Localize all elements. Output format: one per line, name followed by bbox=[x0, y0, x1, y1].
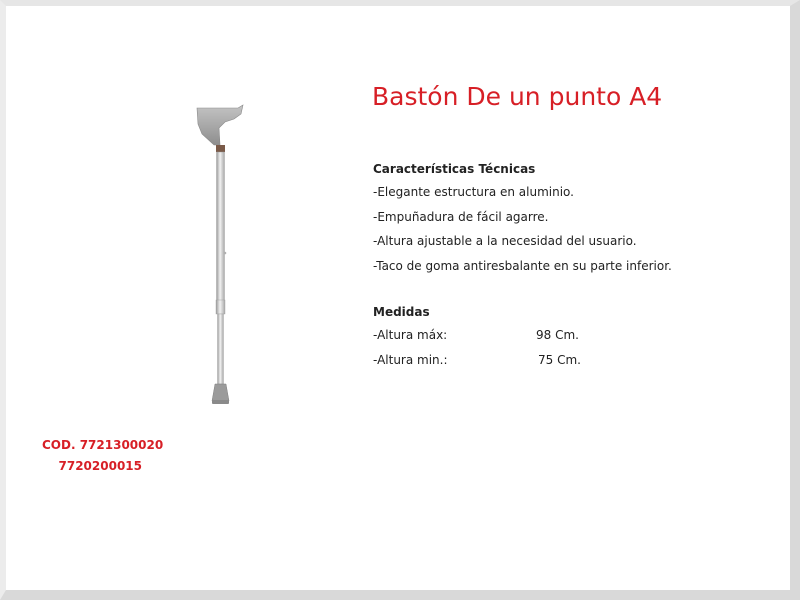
characteristic-item: -Taco de goma antiresbalante en su parte inferior. bbox=[373, 258, 672, 273]
characteristic-item: -Altura ajustable a la necesidad del usuario. bbox=[373, 234, 637, 248]
measure-row-max bbox=[373, 323, 773, 348]
measures-heading: Medidas bbox=[373, 305, 430, 319]
product-title: Bastón De un punto A4 bbox=[372, 82, 663, 111]
measure-value: 98 Cm. bbox=[536, 328, 579, 342]
cane-image bbox=[186, 102, 256, 412]
specifications bbox=[373, 158, 773, 372]
characteristic-item: -Empuñadura de fácil agarre. bbox=[373, 209, 549, 224]
measure-label: -Altura min.: bbox=[373, 352, 448, 367]
measure-value: 75 Cm. bbox=[538, 352, 581, 367]
product-code-1: COD. 7721300020 bbox=[42, 438, 164, 452]
measure-label: -Altura máx: bbox=[373, 328, 448, 342]
product-code-2: 7720200015 bbox=[58, 459, 142, 473]
characteristics-heading: Características Técnicas bbox=[373, 162, 536, 176]
product-codes bbox=[42, 435, 164, 477]
characteristic-item: -Elegante estructura en aluminio. bbox=[373, 185, 574, 199]
measure-row-min bbox=[373, 348, 773, 373]
